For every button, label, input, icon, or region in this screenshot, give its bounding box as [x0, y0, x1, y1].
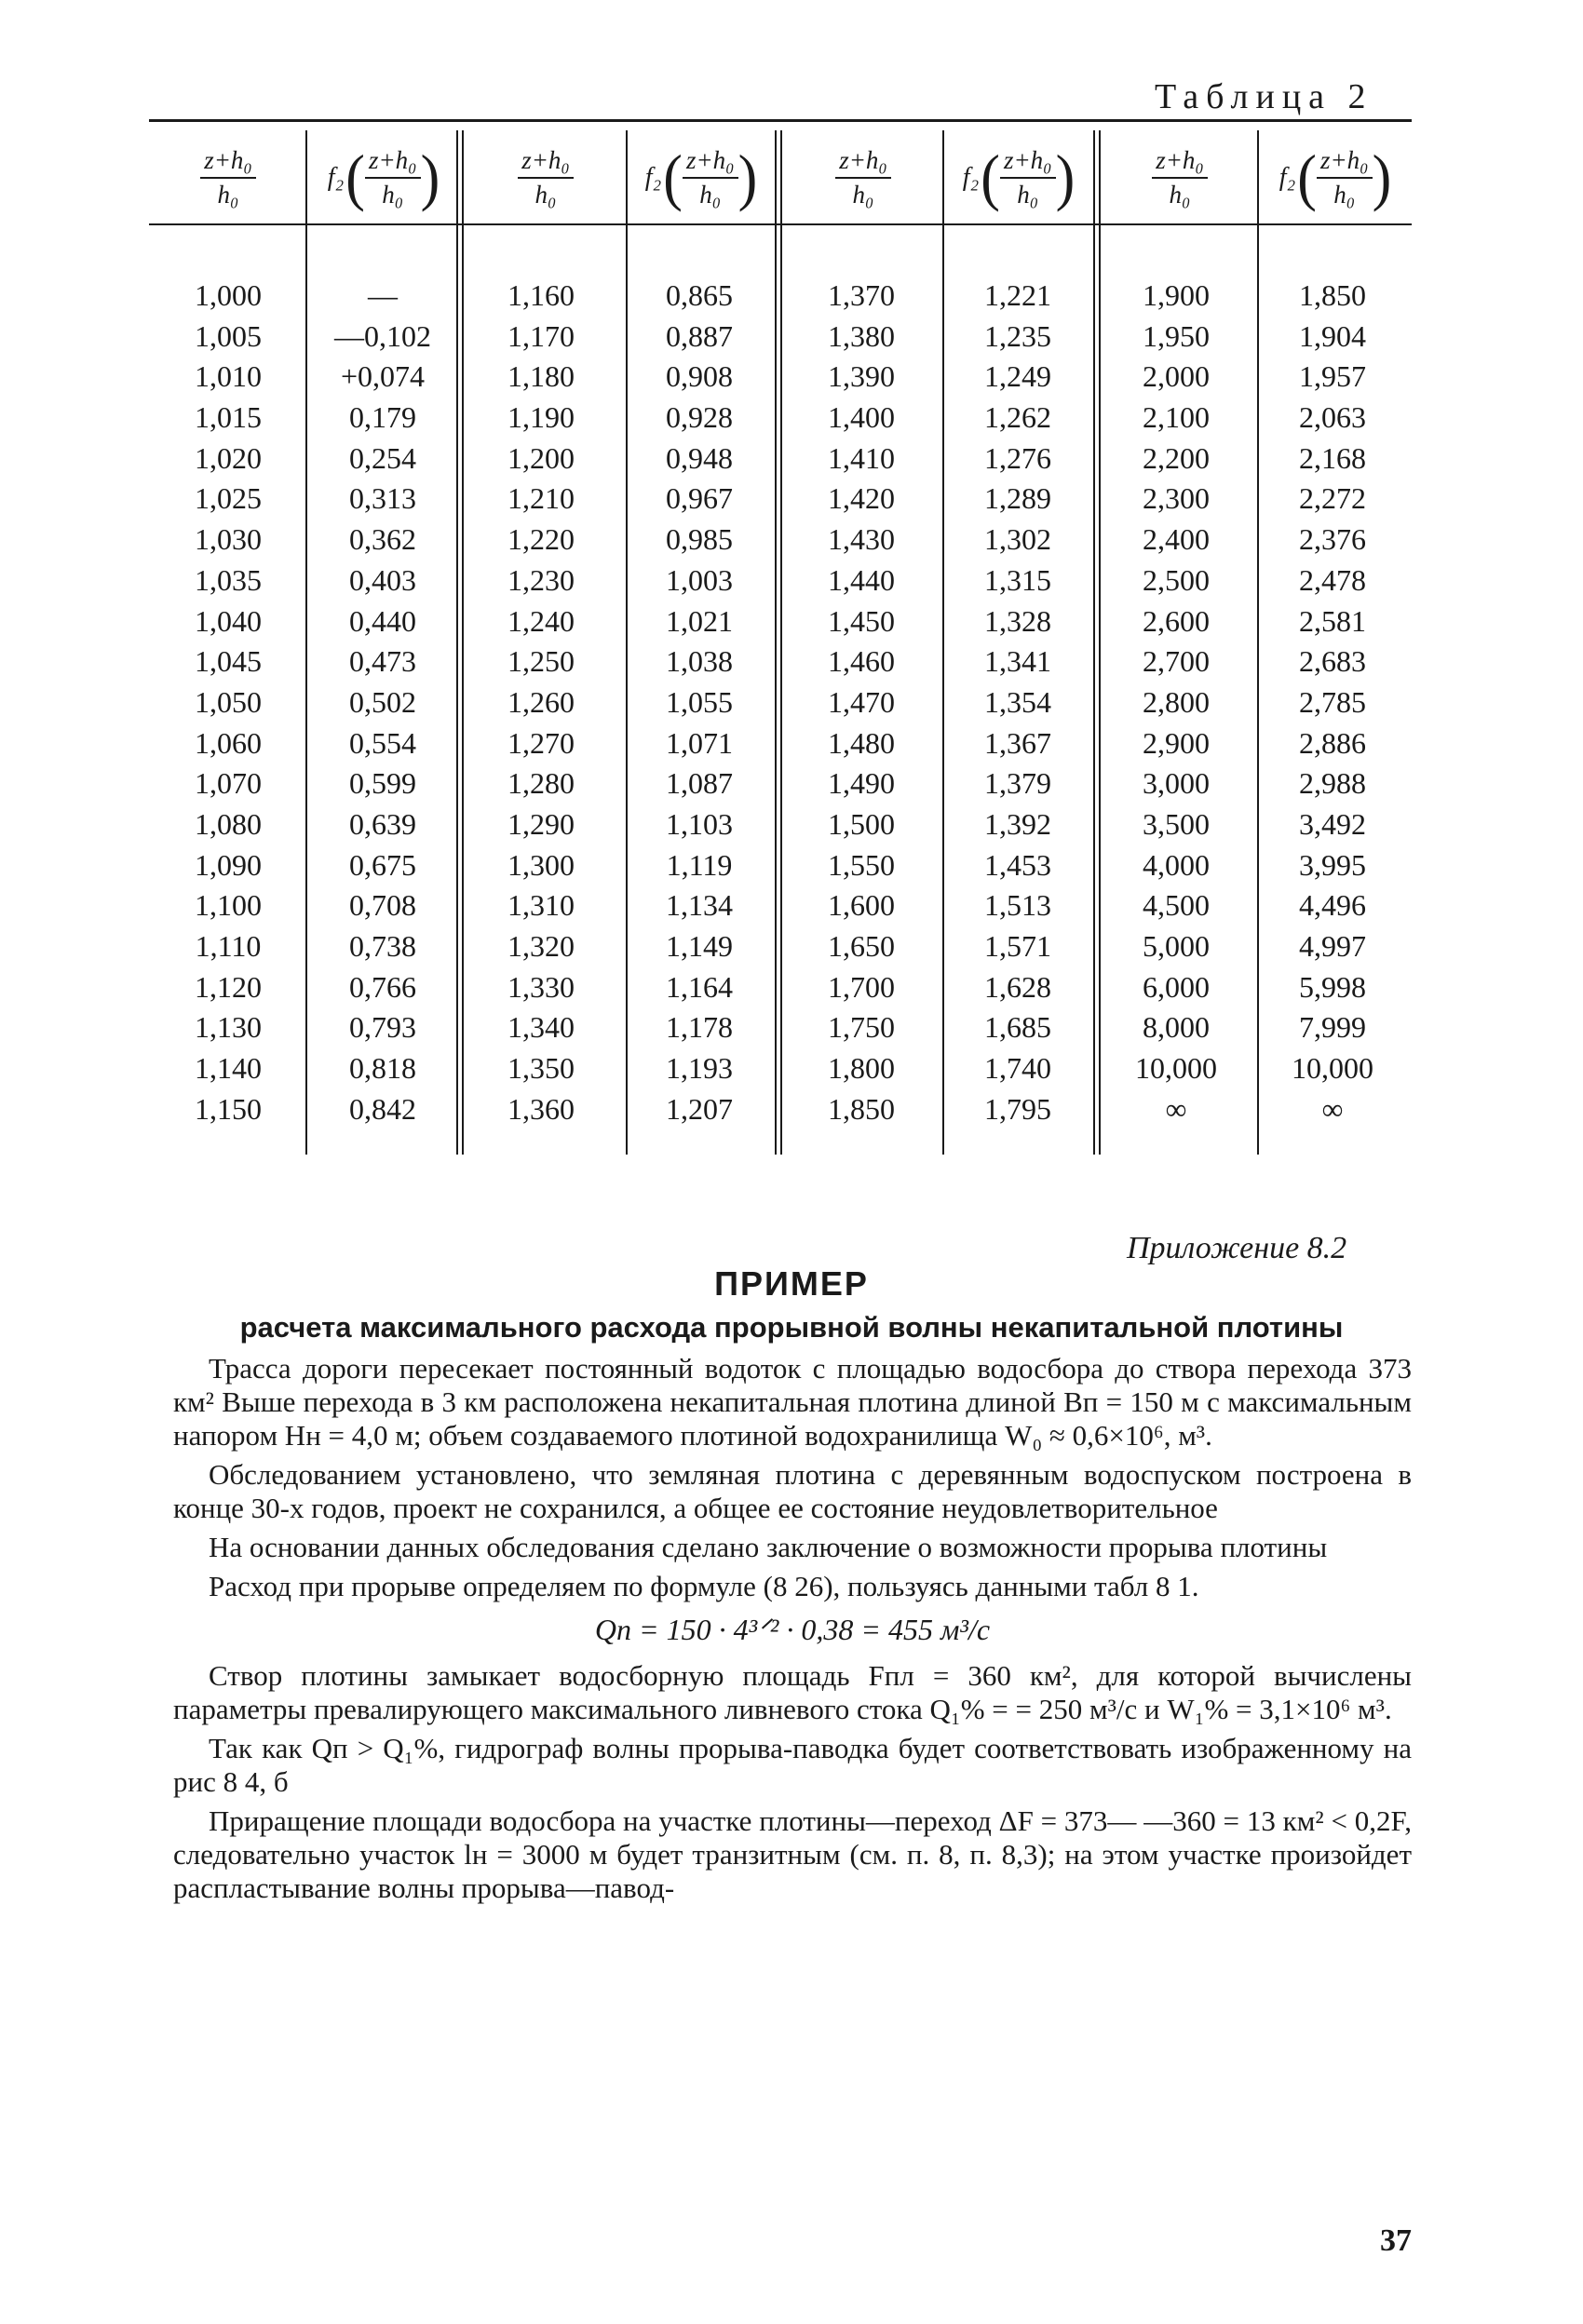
table-cell: 4,997 — [1299, 929, 1366, 963]
table-cell: 1,100 — [195, 888, 262, 923]
table-cell: 1,134 — [666, 888, 733, 923]
table-cell: 1,140 — [195, 1051, 262, 1086]
table-cell: 3,995 — [1299, 847, 1366, 882]
table-cell: 4,496 — [1299, 888, 1366, 923]
table-cell: 1,020 — [195, 440, 262, 475]
table-column-func-4 — [1263, 276, 1402, 1129]
table-cell: 1,038 — [666, 644, 733, 679]
table-cell: 1,650 — [828, 929, 895, 963]
header-func-4: f₂ ( $\frac{\text{z+h₀}}{\text{h₀}}$ ) — [1279, 142, 1392, 213]
header-func-1: f₂ ( $\frac{\text{z+h₀}}{\text{h₀}}$ ) — [327, 142, 440, 213]
header-ratio-4: $\frac{\text{z+h₀}}{\text{h₀}}$ — [1104, 138, 1255, 218]
table-cell: 1,795 — [984, 1091, 1051, 1126]
table-cell: — — [368, 278, 398, 312]
table-cell: 1,221 — [984, 278, 1051, 312]
table-cell: 0,818 — [349, 1051, 416, 1086]
table-cell: 1,025 — [195, 481, 262, 516]
table-cell: 1,380 — [828, 318, 895, 353]
table-column-func-1 — [313, 276, 453, 1129]
table-cell: 1,341 — [984, 644, 1051, 679]
table-cell: 1,070 — [195, 766, 262, 801]
table-cell: 1,119 — [666, 847, 733, 882]
table-cell: 1,367 — [984, 725, 1051, 760]
table-cell: 1,750 — [828, 1010, 895, 1045]
table-cell: 1,249 — [984, 359, 1051, 394]
table-cell: 0,908 — [666, 359, 733, 394]
table-cell: 0,554 — [349, 725, 416, 760]
table-cell: 1,571 — [984, 929, 1051, 963]
table-cell: 1,005 — [195, 318, 262, 353]
table-cell: 1,400 — [828, 400, 895, 435]
table-cell: 1,350 — [507, 1051, 575, 1086]
table-cell: 1,040 — [195, 603, 262, 638]
table-cell: 1,850 — [1299, 278, 1366, 312]
table-cell: 1,300 — [507, 847, 575, 882]
table-cell: 0,967 — [666, 481, 733, 516]
table-cell: 1,178 — [666, 1010, 733, 1045]
page-number: 37 — [1380, 2223, 1412, 2258]
table-cell: 10,000 — [1292, 1051, 1373, 1086]
table-cell: 0,766 — [349, 969, 416, 1004]
table-cell: 0,865 — [666, 278, 733, 312]
table-cell: 1,190 — [507, 400, 575, 435]
table-cell: 1,900 — [1143, 278, 1210, 312]
table-cell: 7,999 — [1299, 1010, 1366, 1045]
table-cell: 2,200 — [1143, 440, 1210, 475]
table-cell: 0,362 — [349, 522, 416, 557]
table-cell: 1,379 — [984, 766, 1051, 801]
header-ratio-3: $\frac{\text{z+h₀}}{\text{h₀}}$ — [786, 138, 940, 218]
table-cell: 1,080 — [195, 806, 262, 841]
header-func-2: f₂ ( $\frac{\text{z+h₀}}{\text{h₀}}$ ) — [644, 142, 758, 213]
table-cell: 0,708 — [349, 888, 416, 923]
table-cell: +0,074 — [340, 359, 426, 394]
table-cell: 1,230 — [507, 562, 575, 597]
table-cell: 1,950 — [1143, 318, 1210, 353]
table-cell: 1,370 — [828, 278, 895, 312]
table-cell: 1,170 — [507, 318, 575, 353]
table-cell: 1,480 — [828, 725, 895, 760]
table-cell: 1,103 — [666, 806, 733, 841]
paragraph: Приращение площади водосбора на участке плотины—переход ΔF = 373— —360 = 13 км² < 0,2F, следовательно участок lн = 3000 м будет транзитным (см. п. 8, п. 8,3); на этом участке произойдет распластывание волны прорыва—павод- — [173, 1804, 1412, 1904]
paragraph: Обследованием установлено, что земляная плотина с деревянным водоспуском построена в конце 30-х годов, проект не сохранился, а общее ее состояние неудовлетворительное — [173, 1458, 1412, 1524]
table-cell: 0,313 — [349, 481, 416, 516]
table-cell: 3,500 — [1143, 806, 1210, 841]
table-cell: 2,581 — [1299, 603, 1366, 638]
table-cell: 1,260 — [507, 684, 575, 719]
table-cell: 1,270 — [507, 725, 575, 760]
table-cell: 1,035 — [195, 562, 262, 597]
header-ratio-1: $\frac{\text{z+h₀}}{\text{h₀}}$ — [158, 138, 298, 218]
table-cell: 0,502 — [349, 684, 416, 719]
table-cell: 0,793 — [349, 1010, 416, 1045]
table-cell: 1,276 — [984, 440, 1051, 475]
table-cell: 1,207 — [666, 1091, 733, 1126]
table-cell: 2,168 — [1299, 440, 1366, 475]
table-cell: 2,700 — [1143, 644, 1210, 679]
table-cell: 1,450 — [828, 603, 895, 638]
table-cell: 1,315 — [984, 562, 1051, 597]
table-cell: 1,904 — [1299, 318, 1366, 353]
table-cell: 2,785 — [1299, 684, 1366, 719]
section-subtitle: расчета максимального расхода прорывной волны некапитальной плотины — [239, 1311, 1344, 1344]
table-cell: 0,599 — [349, 766, 416, 801]
table-cell: 1,302 — [984, 522, 1051, 557]
table-cell: 1,310 — [507, 888, 575, 923]
table-cell: 1,390 — [828, 359, 895, 394]
table-cell: 0,254 — [349, 440, 416, 475]
table-cell: 1,957 — [1299, 359, 1366, 394]
table-cell: 0,639 — [349, 806, 416, 841]
table-cell: 0,675 — [349, 847, 416, 882]
table-cell: 2,500 — [1143, 562, 1210, 597]
table-cell: 1,087 — [666, 766, 733, 801]
table-cell: 0,440 — [349, 603, 416, 638]
table-cell: 2,063 — [1299, 400, 1366, 435]
table-cell: 2,600 — [1143, 603, 1210, 638]
table-cell: 1,010 — [195, 359, 262, 394]
table-cell: 1,235 — [984, 318, 1051, 353]
table-cell: 1,160 — [507, 278, 575, 312]
table-cell: 0,985 — [666, 522, 733, 557]
table-cell: 0,948 — [666, 440, 733, 475]
formula: Qп = 150 · 4³ᐟ² · 0,38 = 455 м³/с — [594, 1613, 991, 1646]
table-cell: 1,289 — [984, 481, 1051, 516]
table-cell: 1,420 — [828, 481, 895, 516]
paragraph: Расход при прорыве определяем по формуле (8 26), пользуясь данными табл 8 1. — [209, 1570, 1199, 1602]
table-caption: Таблица 2 — [1155, 77, 1373, 116]
table-cell: 2,376 — [1299, 522, 1366, 557]
table-cell: 1,130 — [195, 1010, 262, 1045]
table-cell: 1,045 — [195, 644, 262, 679]
table-cell: 1,110 — [195, 929, 262, 963]
table-cell: 1,021 — [666, 603, 733, 638]
table-cell: 10,000 — [1135, 1051, 1217, 1086]
column-separator — [305, 130, 307, 1155]
table-cell: 1,015 — [195, 400, 262, 435]
table-cell: 1,740 — [984, 1051, 1051, 1086]
table-cell: 6,000 — [1143, 969, 1210, 1004]
column-double-separator — [1093, 130, 1101, 1155]
section-title: ПРИМЕР — [714, 1264, 869, 1303]
table-cell: 1,055 — [666, 684, 733, 719]
table-cell: 0,928 — [666, 400, 733, 435]
table-cell: 1,685 — [984, 1010, 1051, 1045]
table-cell: 0,403 — [349, 562, 416, 597]
table-column-func-2 — [629, 276, 769, 1129]
table-cell: 1,193 — [666, 1051, 733, 1086]
table-cell: 1,050 — [195, 684, 262, 719]
table-cell: 1,470 — [828, 684, 895, 719]
table-cell: 1,090 — [195, 847, 262, 882]
table-cell: 1,700 — [828, 969, 895, 1004]
table-cell: 1,200 — [507, 440, 575, 475]
table-cell: 1,003 — [666, 562, 733, 597]
table-cell: —0,102 — [334, 318, 431, 353]
table-cell: 1,392 — [984, 806, 1051, 841]
paragraph: На основании данных обследования сделано заключение о возможности прорыва плотины — [209, 1531, 1328, 1563]
table-cell: 3,492 — [1299, 806, 1366, 841]
table-cell: 1,340 — [507, 1010, 575, 1045]
table-cell: 1,328 — [984, 603, 1051, 638]
table-cell: 1,500 — [828, 806, 895, 841]
table-cell: 5,000 — [1143, 929, 1210, 963]
header-func-3: f₂ ( $\frac{\text{z+h₀}}{\text{h₀}}$ ) — [962, 142, 1076, 213]
column-separator — [942, 130, 944, 1155]
table-cell: 1,490 — [828, 766, 895, 801]
table-cell: 1,460 — [828, 644, 895, 679]
table-cell: 2,300 — [1143, 481, 1210, 516]
table-cell: 8,000 — [1143, 1010, 1210, 1045]
paragraph: Так как Qп > Q₁%, гидрограф волны прорыва-паводка будет соответствовать изображенному на рис 8 4, б — [173, 1732, 1412, 1798]
table-cell: 1,430 — [828, 522, 895, 557]
table-cell: 1,000 — [195, 278, 262, 312]
table-cell: 1,600 — [828, 888, 895, 923]
paragraph: Трасса дороги пересекает постоянный водоток с площадью водосбора до створа перехода 373 км² Выше перехода в 3 км расположена некапитальная плотина длиной Вп = 150 м с максимальным напором Нн = 4,0 м; объем создаваемого плотиной водохранилища W₀ ≈ 0,6×10⁶, м³. — [173, 1352, 1412, 1452]
table-cell: 2,683 — [1299, 644, 1366, 679]
table-cell: 1,150 — [195, 1091, 262, 1126]
table-top-rule — [149, 119, 1412, 122]
table-cell: 0,179 — [349, 400, 416, 435]
table-cell: 1,210 — [507, 481, 575, 516]
table-cell: 1,220 — [507, 522, 575, 557]
table-cell: 1,440 — [828, 562, 895, 597]
table-cell: 1,800 — [828, 1051, 895, 1086]
table-cell: 1,280 — [507, 766, 575, 801]
table-cell: 2,988 — [1299, 766, 1366, 801]
table-cell: 1,180 — [507, 359, 575, 394]
table-cell: 1,071 — [666, 725, 733, 760]
table-cell: 1,550 — [828, 847, 895, 882]
body-text — [173, 1352, 1412, 1911]
table-cell: 1,360 — [507, 1091, 575, 1126]
table-cell: 1,149 — [666, 929, 733, 963]
values-table — [149, 119, 1412, 1171]
table-cell: 1,060 — [195, 725, 262, 760]
table-column-ratio-3 — [792, 276, 931, 1129]
table-cell: 0,887 — [666, 318, 733, 353]
header-ratio-2: $\frac{\text{z+h₀}}{\text{h₀}}$ — [467, 138, 624, 218]
table-cell: 2,900 — [1143, 725, 1210, 760]
table-cell: 1,410 — [828, 440, 895, 475]
table-cell: 2,478 — [1299, 562, 1366, 597]
table-column-ratio-1 — [158, 276, 298, 1129]
table-cell: 1,628 — [984, 969, 1051, 1004]
table-cell: 1,513 — [984, 888, 1051, 923]
table-cell: 2,886 — [1299, 725, 1366, 760]
table-cell: 1,290 — [507, 806, 575, 841]
table-cell: 2,400 — [1143, 522, 1210, 557]
table-cell: 0,738 — [349, 929, 416, 963]
table-cell: 0,473 — [349, 644, 416, 679]
table-cell: 5,998 — [1299, 969, 1366, 1004]
column-separator — [626, 130, 628, 1155]
table-cell: 2,800 — [1143, 684, 1210, 719]
paragraph: Створ плотины замыкает водосборную площадь Fпл = 360 км², для которой вычислены параметры превалирующего максимального ливневого стока Q₁% = = 250 м³/с и W₁% = 3,1×10⁶ м³. — [173, 1659, 1412, 1725]
table-cell: 2,100 — [1143, 400, 1210, 435]
table-cell: 1,164 — [666, 969, 733, 1004]
table-cell: ∞ — [1165, 1091, 1187, 1126]
table-cell: 1,262 — [984, 400, 1051, 435]
table-cell: 2,000 — [1143, 359, 1210, 394]
table-cell: 1,453 — [984, 847, 1051, 882]
table-column-ratio-2 — [471, 276, 611, 1129]
table-cell: 2,272 — [1299, 481, 1366, 516]
column-double-separator — [456, 130, 464, 1155]
table-cell: 1,240 — [507, 603, 575, 638]
table-cell: 4,000 — [1143, 847, 1210, 882]
column-separator — [1257, 130, 1259, 1155]
table-cell: ∞ — [1321, 1091, 1344, 1126]
column-double-separator — [775, 130, 782, 1155]
table-cell: 1,250 — [507, 644, 575, 679]
table-cell: 4,500 — [1143, 888, 1210, 923]
table-cell: 1,330 — [507, 969, 575, 1004]
table-column-func-3 — [948, 276, 1088, 1129]
table-cell: 1,120 — [195, 969, 262, 1004]
table-column-ratio-4 — [1106, 276, 1246, 1129]
appendix-label: Приложение 8.2 — [1127, 1231, 1347, 1265]
table-cell: 0,842 — [349, 1091, 416, 1126]
table-cell: 1,030 — [195, 522, 262, 557]
table-cell: 1,850 — [828, 1091, 895, 1126]
table-cell: 1,320 — [507, 929, 575, 963]
table-cell: 1,354 — [984, 684, 1051, 719]
table-cell: 3,000 — [1143, 766, 1210, 801]
